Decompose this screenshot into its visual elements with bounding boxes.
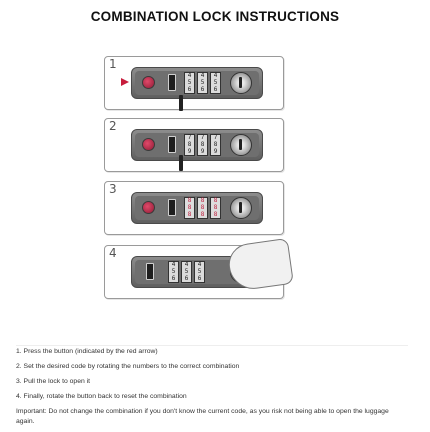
instruction-item: 4. Finally, rotate the button back to reset the combination xyxy=(16,393,187,400)
instructions-list xyxy=(16,347,408,432)
shackle xyxy=(179,155,183,171)
keyhole-icon xyxy=(230,197,252,219)
step-panel-4 xyxy=(104,245,284,299)
lock-body xyxy=(131,67,263,99)
instruction-item: 3. Pull the lock to open it xyxy=(16,378,91,385)
digit-wheel[interactable]: 4 5 6 xyxy=(181,261,192,283)
step-number: 2 xyxy=(109,119,117,133)
digit-wheel[interactable]: 8 8 8 xyxy=(210,197,221,219)
step-panel-2 xyxy=(104,118,284,172)
keyhole-icon xyxy=(230,72,252,94)
digit-wheel[interactable]: 7 8 9 xyxy=(210,134,221,156)
divider xyxy=(16,345,408,346)
page-title: COMBINATION LOCK INSTRUCTIONS xyxy=(90,9,340,24)
digit-wheels xyxy=(184,72,221,94)
digit-wheels xyxy=(184,197,221,219)
digit-wheel[interactable]: 4 5 6 xyxy=(168,261,179,283)
important-note: Important: Do not change the combination if you don't know the current code, as you risk not being able to open the luggage again. xyxy=(16,408,389,425)
digit-wheel[interactable]: 4 5 6 xyxy=(210,72,221,94)
digit-wheel[interactable]: 4 5 6 xyxy=(194,261,205,283)
lock-slot xyxy=(168,136,176,153)
digit-wheel[interactable]: 7 8 9 xyxy=(184,134,195,156)
lock-slot xyxy=(168,199,176,216)
instruction-item: 1. Press the button (indicated by the red arrow) xyxy=(16,348,158,355)
lock-body xyxy=(131,129,263,161)
release-button[interactable] xyxy=(142,138,155,151)
step-panel-1 xyxy=(104,56,284,110)
digit-wheel[interactable]: 7 8 9 xyxy=(197,134,208,156)
red-arrow-icon xyxy=(121,78,129,86)
digit-wheels xyxy=(184,134,221,156)
lock-slot xyxy=(168,74,176,91)
release-button[interactable] xyxy=(142,201,155,214)
lock-slot xyxy=(146,263,154,280)
keyhole-icon xyxy=(230,134,252,156)
digit-wheels xyxy=(168,261,205,283)
release-button[interactable] xyxy=(142,76,155,89)
step-number: 1 xyxy=(109,57,117,71)
step-number: 4 xyxy=(109,246,117,260)
step-number: 3 xyxy=(109,182,117,196)
digit-wheel[interactable]: 8 8 8 xyxy=(197,197,208,219)
lock-body xyxy=(131,192,263,224)
digit-wheel[interactable]: 8 8 8 xyxy=(184,197,195,219)
digit-wheel[interactable]: 4 5 6 xyxy=(197,72,208,94)
digit-wheel[interactable]: 4 5 6 xyxy=(184,72,195,94)
step-panel-3 xyxy=(104,181,284,235)
instruction-item: 2. Set the desired code by rotating the numbers to the correct combination xyxy=(16,363,240,370)
shackle xyxy=(179,95,183,111)
